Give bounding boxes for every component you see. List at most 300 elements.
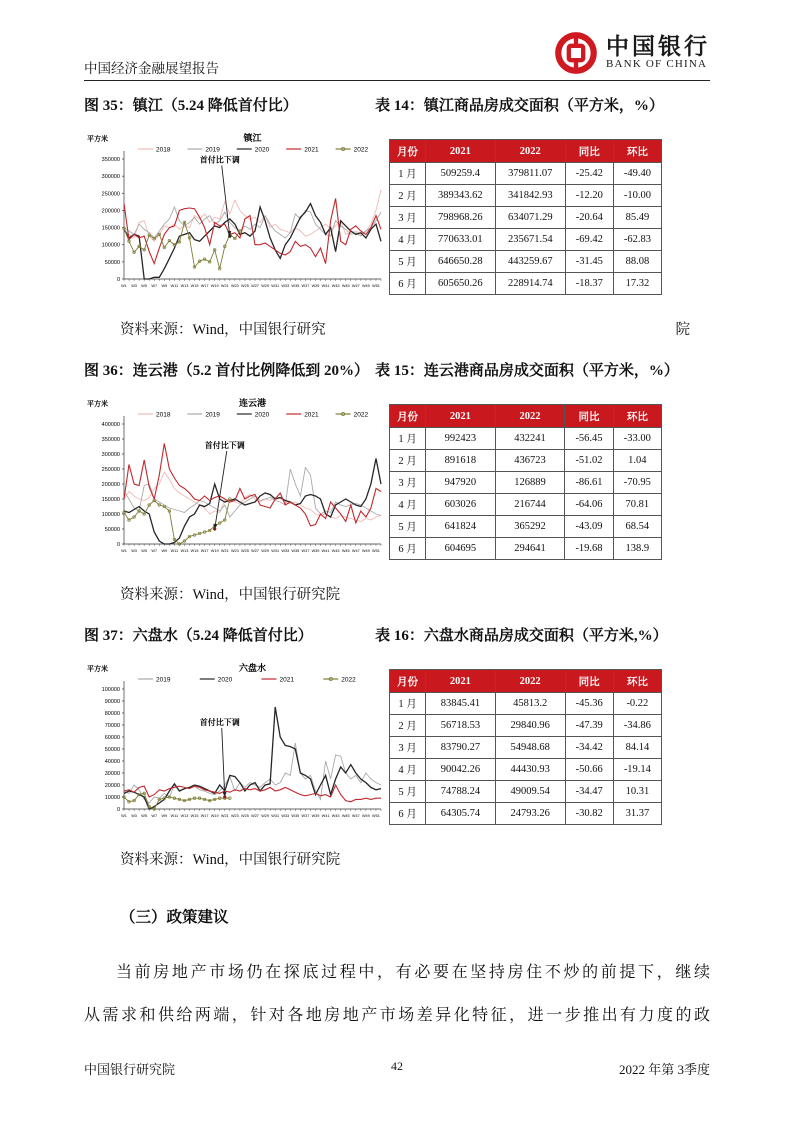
legend-label-2022: 2022	[353, 411, 369, 419]
y-tick-label: 90000	[104, 699, 120, 705]
table-cell: -0.22	[613, 693, 661, 715]
table-cell: 646650.28	[425, 251, 495, 273]
y-tick-label: 30000	[104, 771, 120, 777]
x-tick-label: W37	[301, 814, 310, 818]
x-tick-label: W5	[141, 814, 148, 818]
table-cell: -34.86	[613, 715, 661, 737]
content-row	[84, 394, 710, 574]
x-tick-label: W9	[161, 814, 168, 818]
table-cell: 49009.54	[495, 781, 565, 803]
table-cell: 1.04	[613, 450, 661, 472]
y-tick-label: 0	[116, 542, 120, 548]
x-tick-label: W35	[291, 549, 300, 553]
x-tick-label: W7	[151, 284, 158, 288]
legend-label-2019: 2019	[156, 676, 171, 684]
source-tail: 院	[675, 322, 690, 338]
table-cell: -51.02	[565, 450, 613, 472]
x-tick-label: W7	[151, 549, 158, 553]
table-cell: -49.40	[613, 163, 661, 185]
y-tick-label: 0	[116, 807, 120, 813]
table-cell: 6 月	[390, 538, 426, 560]
table-wrap	[389, 139, 662, 309]
x-tick-label: W35	[291, 814, 300, 818]
chart-title: 连云港	[238, 398, 267, 408]
source-text: 资料来源：Wind，中国银行研究院	[120, 852, 341, 868]
table-cell: 56718.53	[426, 715, 496, 737]
annotation-point-dot	[228, 235, 231, 238]
table-cell: 389343.62	[425, 185, 495, 207]
table-row	[390, 516, 662, 538]
y-tick-label: 80000	[104, 711, 120, 717]
x-tick-label: W51	[372, 814, 380, 818]
table-cell: 341842.93	[495, 185, 565, 207]
table-header-cell: 2022	[495, 670, 565, 693]
table-lianyungang	[389, 404, 662, 560]
x-tick-label: W19	[210, 284, 219, 288]
y-tick-label: 100000	[101, 242, 120, 249]
table-row	[390, 207, 662, 229]
table-cell: 126889	[495, 472, 565, 494]
titles-row	[84, 624, 710, 645]
table-header-cell: 月份	[390, 405, 426, 428]
y-tick-label: 400000	[101, 422, 120, 428]
page-header	[84, 30, 710, 80]
x-tick-label: W39	[311, 284, 320, 288]
table-cell: 3 月	[390, 472, 426, 494]
series-line-2021	[124, 198, 381, 263]
x-tick-label: W11	[170, 549, 179, 553]
table-cell: 436723	[495, 450, 565, 472]
x-tick-label: W3	[131, 549, 137, 553]
table-cell: -86.61	[565, 472, 613, 494]
x-tick-label: W19	[210, 549, 219, 553]
table-cell: 3 月	[390, 737, 426, 759]
table-header-cell: 环比	[613, 405, 661, 428]
y-tick-label: 40000	[104, 759, 120, 765]
table-cell: -19.68	[565, 538, 613, 560]
table-cell: -33.00	[613, 428, 661, 450]
series-line-2021	[124, 785, 381, 802]
table-cell: 1 月	[390, 428, 426, 450]
table-cell: 891618	[426, 450, 496, 472]
table-cell: -30.82	[565, 803, 613, 825]
source-note-37	[120, 848, 710, 869]
y-axis-unit-label: 平方米	[87, 136, 108, 143]
table-cell: 947920	[426, 472, 496, 494]
table-cell: -34.42	[565, 737, 613, 759]
series-line-2020	[124, 459, 381, 545]
table-16-title: 表 16：六盘水商品房成交面积（平方米,%）	[375, 628, 668, 644]
body-paragraph	[84, 951, 710, 1037]
figure-36-block	[84, 359, 710, 604]
table-cell: -34.47	[565, 781, 613, 803]
table-header-cell: 2021	[425, 140, 495, 163]
x-tick-label: W51	[372, 549, 380, 553]
table-row	[390, 472, 662, 494]
x-tick-label: W23	[230, 549, 239, 553]
x-tick-label: W27	[251, 284, 259, 288]
page-number: 42	[391, 1059, 403, 1073]
table-cell: 45813.2	[495, 693, 565, 715]
table-cell: 64305.74	[426, 803, 496, 825]
y-tick-label: 70000	[104, 723, 120, 729]
y-tick-label: 10000	[104, 795, 120, 801]
section-heading: （三）政策建议	[120, 909, 229, 926]
x-tick-label: W45	[341, 284, 350, 288]
table-row	[390, 693, 662, 715]
table-header-cell: 2022	[495, 140, 565, 163]
x-tick-label: W51	[372, 284, 380, 288]
y-axis-unit-label: 平方米	[87, 666, 108, 673]
y-tick-label: 200000	[101, 482, 120, 488]
x-tick-label: W39	[311, 814, 320, 818]
table-row	[390, 494, 662, 516]
table-cell: 641824	[426, 516, 496, 538]
table-cell: 5 月	[390, 781, 426, 803]
y-tick-label: 300000	[101, 174, 120, 181]
legend-label-2022: 2022	[353, 146, 369, 154]
x-tick-label: W15	[190, 549, 199, 553]
table-header-cell: 同比	[565, 405, 613, 428]
titles-row	[84, 94, 710, 115]
x-tick-label: W27	[251, 549, 259, 553]
table-row	[390, 450, 662, 472]
x-tick-label: W25	[241, 284, 249, 288]
content-row	[84, 659, 710, 839]
x-tick-label: W35	[291, 284, 300, 288]
x-tick-label: W7	[151, 814, 158, 818]
x-tick-label: W31	[271, 284, 280, 288]
x-tick-label: W15	[190, 814, 199, 818]
table-cell: 10.31	[613, 781, 661, 803]
x-tick-label: W41	[321, 814, 330, 818]
table-cell: 443259.67	[495, 251, 565, 273]
chart-liupanshui	[84, 659, 389, 839]
x-tick-label: W43	[331, 284, 340, 288]
series-line-2021	[124, 444, 381, 527]
table-cell: 379811.07	[495, 163, 565, 185]
x-tick-label: W49	[361, 814, 370, 818]
y-tick-label: 100000	[101, 687, 120, 693]
logo-english-name: BANK OF CHINA	[606, 58, 708, 71]
x-tick-label: W11	[170, 814, 179, 818]
x-tick-label: W5	[141, 284, 148, 288]
table-cell: -62.83	[613, 229, 661, 251]
table-header-cell: 同比	[565, 670, 613, 693]
legend-label-2021: 2021	[279, 676, 294, 684]
x-tick-label: W47	[351, 549, 360, 553]
x-tick-label: W47	[351, 284, 360, 288]
table-cell: 17.32	[613, 273, 661, 295]
table-cell: -69.42	[565, 229, 613, 251]
table-cell: 2 月	[390, 450, 426, 472]
table-cell: 24793.26	[495, 803, 565, 825]
figure-37-title: 图 37：六盘水（5.24 降低首付比）	[84, 628, 313, 644]
x-tick-label: W41	[321, 549, 330, 553]
x-tick-label: W33	[281, 814, 290, 818]
table-cell: 770633.01	[425, 229, 495, 251]
annotation-point-dot	[213, 527, 216, 530]
x-tick-label: W31	[271, 549, 280, 553]
y-tick-label: 300000	[101, 452, 120, 458]
table-wrap	[389, 404, 662, 574]
legend-label-2020: 2020	[254, 146, 270, 154]
table-cell: 84.14	[613, 737, 661, 759]
x-tick-label: W31	[271, 814, 280, 818]
table-header-row	[390, 140, 662, 163]
x-tick-label: W49	[361, 284, 370, 288]
x-tick-label: W41	[321, 284, 330, 288]
series-line-2020	[124, 204, 381, 279]
table-cell: 2 月	[390, 715, 426, 737]
table-cell: -18.37	[565, 273, 613, 295]
x-tick-label: W23	[230, 814, 239, 818]
table-cell: 294641	[495, 538, 565, 560]
table-cell: 4 月	[390, 229, 426, 251]
table-header-cell: 2022	[495, 405, 565, 428]
legend-label-2018: 2018	[156, 411, 171, 419]
table-row	[390, 428, 662, 450]
series-line-2019	[124, 468, 381, 518]
table-header-cell: 同比	[565, 140, 613, 163]
y-tick-label: 20000	[104, 783, 120, 789]
x-tick-label: W13	[180, 549, 189, 553]
footer-left: 中国银行研究院	[84, 1062, 176, 1077]
y-tick-label: 100000	[101, 512, 120, 518]
table-cell: -10.00	[613, 185, 661, 207]
y-tick-label: 150000	[101, 497, 120, 503]
table-header-cell: 环比	[613, 670, 661, 693]
table-cell: 3 月	[390, 207, 426, 229]
table-cell: 216744	[495, 494, 565, 516]
table-cell: -45.36	[565, 693, 613, 715]
table-cell: 31.37	[613, 803, 661, 825]
table-cell: 54948.68	[495, 737, 565, 759]
table-row	[390, 781, 662, 803]
x-tick-label: W9	[161, 284, 168, 288]
table-zhenjiang	[389, 139, 662, 295]
x-tick-label: W19	[210, 814, 219, 818]
boc-emblem-icon	[553, 30, 599, 76]
y-tick-label: 150000	[101, 225, 120, 232]
x-tick-label: W47	[351, 814, 360, 818]
x-tick-label: W13	[180, 284, 189, 288]
figure-35-title: 图 35：镇江（5.24 降低首付比）	[84, 98, 298, 114]
table-row	[390, 251, 662, 273]
y-tick-label: 350000	[101, 157, 120, 163]
content-row	[84, 129, 710, 309]
y-tick-label: 250000	[101, 467, 120, 473]
table-cell: -47.39	[565, 715, 613, 737]
annotation-point-dot	[223, 795, 226, 798]
table-cell: 6 月	[390, 803, 426, 825]
table-row	[390, 229, 662, 251]
legend-label-2018: 2018	[156, 146, 171, 154]
chart-title: 六盘水	[238, 663, 267, 673]
table-cell: 4 月	[390, 494, 426, 516]
table-cell: 83790.27	[426, 737, 496, 759]
table-cell: -12.20	[565, 185, 613, 207]
chart-title: 镇江	[243, 133, 262, 143]
annotation-label: 首付比下调	[199, 155, 240, 165]
table-cell: -70.95	[613, 472, 661, 494]
x-tick-label: W17	[200, 814, 209, 818]
source-note-35	[120, 318, 710, 339]
table-header-cell: 环比	[613, 140, 661, 163]
table-row	[390, 803, 662, 825]
x-tick-label: W25	[241, 549, 249, 553]
table-cell: 2 月	[390, 185, 426, 207]
y-axis-unit-label: 平方米	[87, 401, 108, 408]
table-cell: 605650.26	[425, 273, 495, 295]
x-tick-label: W3	[131, 284, 137, 288]
x-tick-label: W33	[281, 284, 290, 288]
report-title: 中国经济金融展望报告	[84, 61, 219, 76]
y-tick-label: 50000	[104, 747, 120, 753]
table-cell: 992423	[426, 428, 496, 450]
series-line-2019	[124, 743, 381, 803]
table-cell: -50.66	[565, 759, 613, 781]
x-tick-label: W37	[301, 549, 310, 553]
table-cell: 70.81	[613, 494, 661, 516]
table-cell: 634071.29	[495, 207, 565, 229]
x-tick-label: W23	[230, 284, 239, 288]
x-tick-label: W21	[220, 814, 229, 818]
table-row	[390, 737, 662, 759]
x-tick-label: W13	[180, 814, 189, 818]
x-tick-label: W21	[220, 549, 229, 553]
body-line-2: 从需求和供给两端，针对各地房地产市场差异化特征，进一步推出有力度的政	[84, 1007, 710, 1024]
x-tick-label: W27	[251, 814, 259, 818]
table-row	[390, 273, 662, 295]
header-rule	[84, 80, 710, 81]
source-text: 资料来源：Wind，中国银行研究	[120, 322, 326, 338]
legend-label-2020: 2020	[217, 676, 233, 684]
source-note-36	[120, 583, 710, 604]
x-tick-label: W49	[361, 549, 370, 553]
table-cell: 603026	[426, 494, 496, 516]
table-header-row	[390, 405, 662, 428]
x-tick-label: W39	[311, 549, 320, 553]
series-line-2020	[124, 707, 381, 809]
x-tick-label: W15	[190, 284, 199, 288]
y-tick-label: 350000	[101, 437, 120, 443]
table-header-cell: 月份	[390, 670, 426, 693]
table-cell: 235671.54	[495, 229, 565, 251]
legend-label-2019: 2019	[205, 411, 220, 419]
annotation-label: 首付比下调	[199, 718, 240, 727]
table-header-cell: 2021	[426, 405, 496, 428]
legend-label-2019: 2019	[205, 146, 220, 154]
x-tick-label: W45	[341, 814, 350, 818]
table-header-cell: 月份	[390, 140, 426, 163]
x-tick-label: W11	[170, 284, 179, 288]
table-cell: -25.42	[565, 163, 613, 185]
table-liupanshui	[389, 669, 662, 825]
x-tick-label: W45	[341, 549, 350, 553]
legend-label-2020: 2020	[254, 411, 270, 419]
chart-lianyungang	[84, 394, 389, 574]
y-tick-label: 250000	[101, 191, 120, 198]
x-tick-label: W21	[220, 284, 229, 288]
table-cell: -64.06	[565, 494, 613, 516]
table-wrap	[389, 669, 662, 839]
table-cell: 604695	[426, 538, 496, 560]
logo-chinese-name: 中国银行	[606, 34, 710, 60]
bank-of-china-logo	[553, 30, 710, 76]
table-row	[390, 185, 662, 207]
table-cell: 83845.41	[426, 693, 496, 715]
x-tick-label: W1	[121, 284, 127, 288]
y-tick-label: 50000	[104, 259, 120, 266]
x-tick-label: W29	[261, 814, 270, 818]
figure-35-block	[84, 94, 710, 339]
x-tick-label: W43	[331, 549, 340, 553]
table-cell: 5 月	[390, 516, 426, 538]
x-tick-label: W25	[241, 814, 249, 818]
table-cell: -43.09	[565, 516, 613, 538]
body-line-1: 当前房地产市场仍在探底过程中，有必要在坚持房住不炒的前提下，继续	[116, 964, 710, 981]
x-tick-label: W17	[200, 549, 209, 553]
y-tick-label: 60000	[104, 735, 120, 741]
x-tick-label: W33	[281, 549, 290, 553]
legend-label-2021: 2021	[304, 411, 319, 419]
page-footer	[84, 1059, 710, 1078]
titles-row	[84, 359, 710, 380]
table-cell: 798968.26	[425, 207, 495, 229]
source-text: 资料来源：Wind，中国银行研究院	[120, 587, 341, 603]
y-tick-label: 50000	[104, 527, 120, 533]
legend-label-2021: 2021	[304, 146, 319, 154]
footer-right: 2022 年第 3季度	[618, 1062, 710, 1077]
table-cell: 1 月	[390, 163, 426, 185]
annotation-label: 首付比下调	[204, 441, 245, 450]
x-tick-label: W3	[131, 814, 137, 818]
figure-37-block	[84, 624, 710, 869]
x-tick-label: W5	[141, 549, 148, 553]
table-cell: 4 月	[390, 759, 426, 781]
table-cell: 85.49	[613, 207, 661, 229]
x-tick-label: W17	[200, 284, 209, 288]
table-14-title: 表 14：镇江商品房成交面积（平方米，%）	[375, 98, 664, 114]
table-cell: -56.45	[565, 428, 613, 450]
y-tick-label: 0	[116, 277, 120, 283]
table-cell: 44430.93	[495, 759, 565, 781]
x-tick-label: W43	[331, 814, 340, 818]
table-cell: 5 月	[390, 251, 426, 273]
legend-label-2022: 2022	[341, 676, 356, 684]
table-header-row	[390, 670, 662, 693]
table-cell: -20.64	[565, 207, 613, 229]
x-tick-label: W9	[161, 549, 168, 553]
table-cell: 6 月	[390, 273, 426, 295]
table-row	[390, 715, 662, 737]
figure-36-title: 图 36：连云港（5.2 首付比例降低到 20%）	[84, 363, 370, 379]
table-row	[390, 759, 662, 781]
chart-zhenjiang	[84, 129, 389, 309]
table-cell: 365292	[495, 516, 565, 538]
table-cell: 74788.24	[426, 781, 496, 803]
table-cell: -31.45	[565, 251, 613, 273]
table-cell: 88.08	[613, 251, 661, 273]
table-cell: 90042.26	[426, 759, 496, 781]
x-tick-label: W1	[121, 549, 127, 553]
table-cell: 29840.96	[495, 715, 565, 737]
table-header-cell: 2021	[426, 670, 496, 693]
y-tick-label: 200000	[101, 208, 120, 215]
logo-text	[606, 35, 710, 71]
table-cell: 228914.74	[495, 273, 565, 295]
